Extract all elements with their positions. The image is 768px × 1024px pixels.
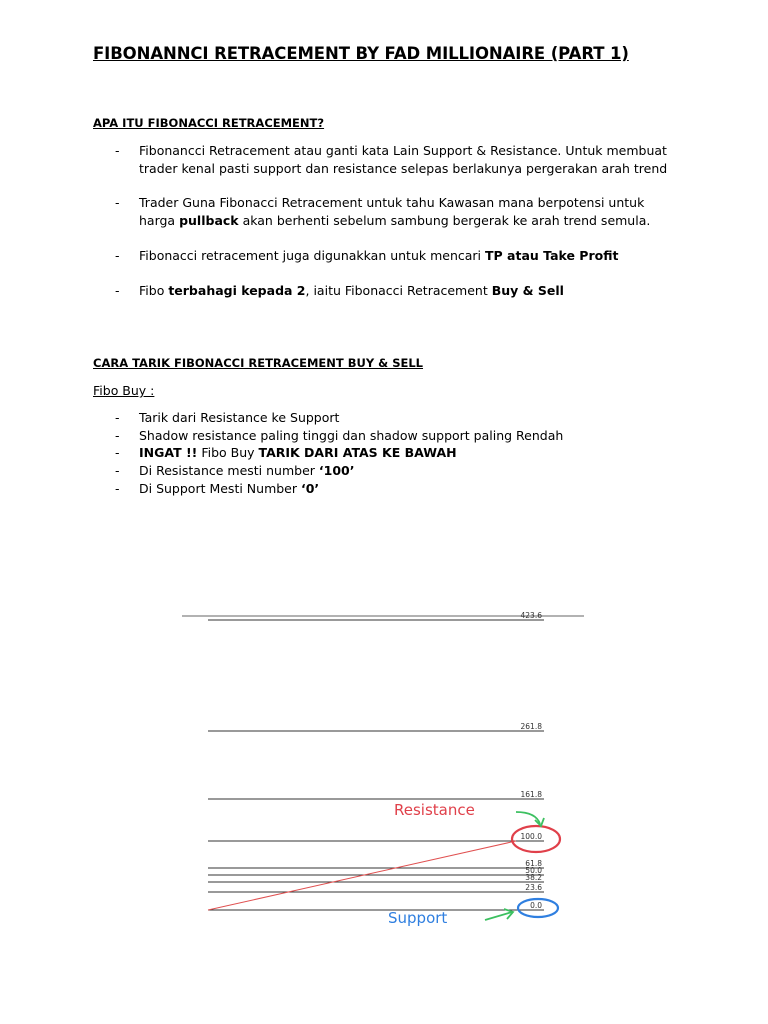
document-title: FIBONANNCI RETRACEMENT BY FAD MILLIONAIRE (PART 1) xyxy=(93,44,629,63)
fib-level-label: 61.8 xyxy=(525,859,542,868)
bullet-item xyxy=(93,444,683,462)
bullet-text xyxy=(139,142,683,178)
bullet-text-bold: pullback xyxy=(179,213,239,228)
fib-level-label: 423.6 xyxy=(520,612,542,620)
fibonacci-retracement-figure xyxy=(180,612,586,930)
bullet-text-run: Fibonancci Retracement atau ganti kata Lain Support & Resistance. Untuk membuat trader kenal pasti support dan resistance selepas berlakunya pergerakan arah trend xyxy=(139,143,668,176)
bullet-text xyxy=(139,462,683,480)
bullet-text-run: Fibonacci retracement juga digunakkan untuk mencari xyxy=(139,248,486,263)
bullet-text xyxy=(139,409,683,427)
bullet-dash: - xyxy=(115,481,120,496)
bullet-item xyxy=(93,427,683,445)
bullet-text xyxy=(139,444,683,462)
bullet-text-bold: ‘100’ xyxy=(318,463,355,478)
bullet-dash: - xyxy=(115,143,120,158)
bullet-text xyxy=(139,247,683,265)
section-heading-apa-itu: APA ITU FIBONACCI RETRACEMENT? xyxy=(93,116,325,130)
bullet-text-bold: INGAT !! xyxy=(139,445,198,460)
bullet-text-bold: TARIK DARI ATAS KE BAWAH xyxy=(258,445,457,460)
bullet-text-run: Fibo xyxy=(139,283,169,298)
bullet-item xyxy=(93,194,683,230)
bullet-text xyxy=(139,282,683,300)
fib-level-label: 23.6 xyxy=(525,883,542,892)
fib-level-label: 38.2 xyxy=(525,873,542,882)
bullet-dash: - xyxy=(115,463,120,478)
fib-level-label: 161.8 xyxy=(520,790,542,799)
bullet-text-run: Tarik dari Resistance ke Support xyxy=(139,410,340,425)
bullet-dash: - xyxy=(115,283,120,298)
bullet-text-run: , iaitu Fibonacci Retracement xyxy=(305,283,492,298)
bullet-dash: - xyxy=(115,445,120,460)
support-label: Support xyxy=(388,909,448,927)
bullet-dash: - xyxy=(115,410,120,425)
bullet-text xyxy=(139,194,683,230)
resistance-label: Resistance xyxy=(394,801,475,819)
section-heading-cara-tarik: CARA TARIK FIBONACCI RETRACEMENT BUY & SELL xyxy=(93,356,424,370)
bullet-text-bold: ‘0’ xyxy=(300,481,320,496)
bullet-text-bold: Buy & Sell xyxy=(491,283,564,298)
bullet-item xyxy=(93,247,683,265)
bullet-text-bold: terbahagi kepada 2 xyxy=(168,283,306,298)
fib-level-label: 100.0 xyxy=(520,832,542,841)
bullet-text-run: Shadow resistance paling tinggi dan shadow support paling Rendah xyxy=(139,428,564,443)
bullet-item xyxy=(93,142,683,178)
bullet-text-run: Trader Guna Fibonacci Retracement untuk tahu Kawasan mana berpotensi untuk harga xyxy=(139,195,645,228)
bullet-text xyxy=(139,427,683,445)
bullet-text-run: Fibo Buy xyxy=(197,445,259,460)
bullet-item xyxy=(93,480,683,498)
bullet-text-run: akan berhenti sebelum sambung bergerak ke arah trend semula. xyxy=(238,213,651,228)
bullet-text-run: Di Support Mesti Number xyxy=(139,481,301,496)
bullet-text xyxy=(139,480,683,498)
bullet-item xyxy=(93,282,683,300)
fib-level-label: 50.0 xyxy=(525,866,542,875)
bullet-item xyxy=(93,409,683,427)
bullet-dash: - xyxy=(115,195,120,210)
bullet-text-run: Di Resistance mesti number xyxy=(139,463,319,478)
fibonacci-chart-svg xyxy=(180,612,586,930)
bullet-dash: - xyxy=(115,248,120,263)
bullet-item xyxy=(93,462,683,480)
fib-level-label: 261.8 xyxy=(520,722,542,731)
fib-level-label: 0.0 xyxy=(530,901,542,910)
fibo-buy-subheading: Fibo Buy : xyxy=(93,383,155,398)
bullet-dash: - xyxy=(115,428,120,443)
bullet-text-bold: TP atau Take Profit xyxy=(485,248,619,263)
